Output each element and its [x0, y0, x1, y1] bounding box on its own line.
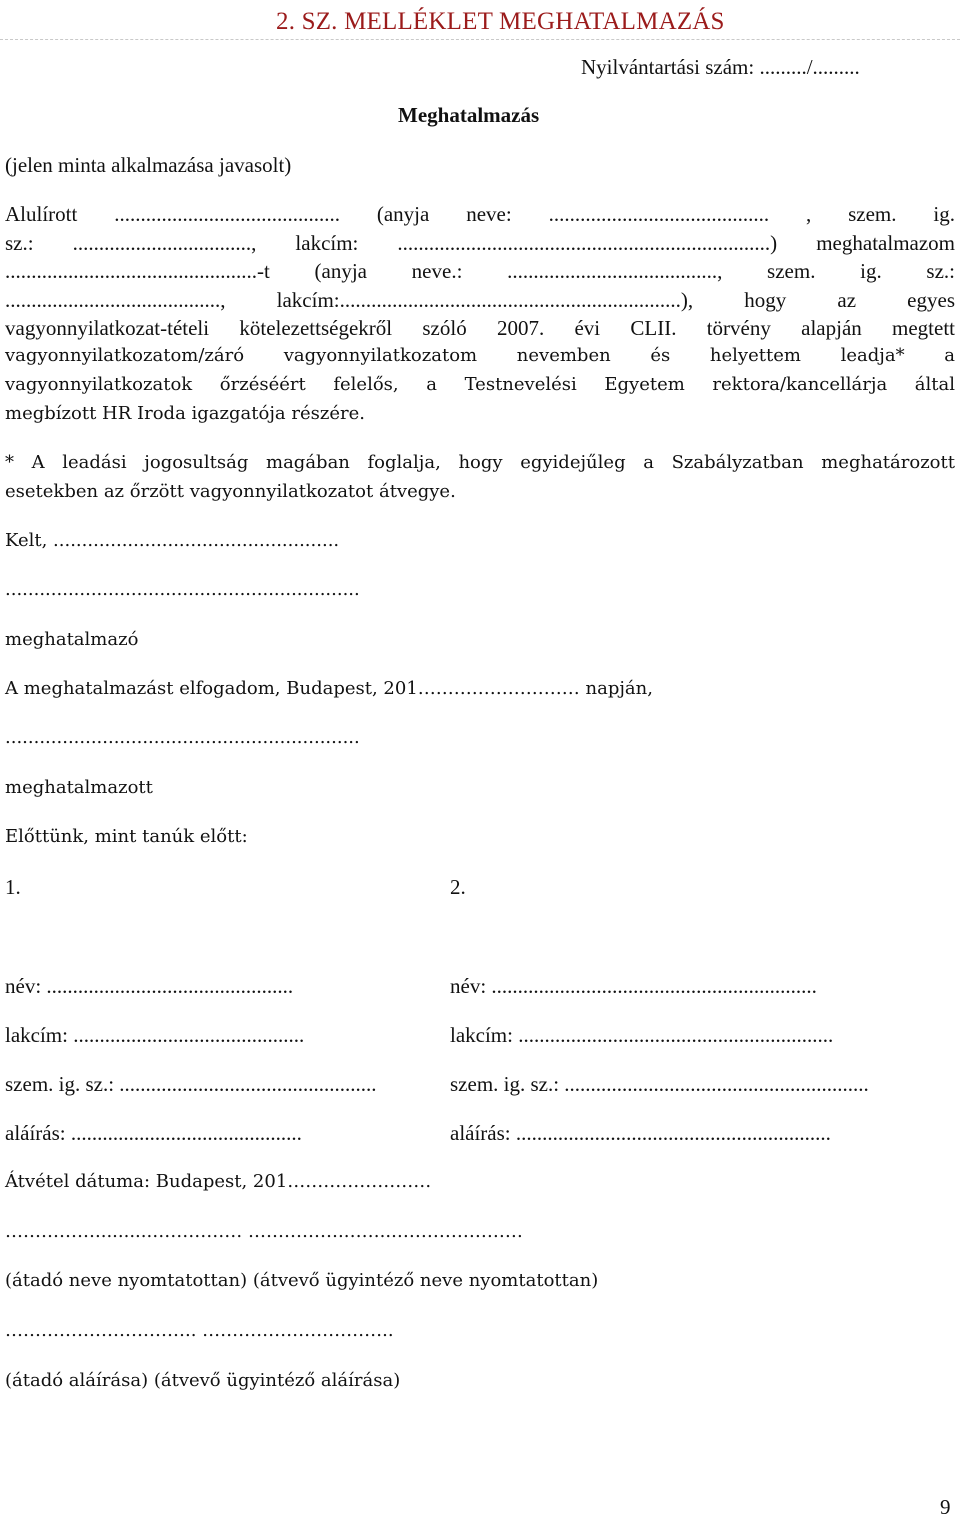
handover-name-dots: ……………..........…………… …………….……...………………… [5, 1221, 523, 1242]
intro-line: vagyonnyilatkozat-tételi kötelezettségekről szóló 2007. évi CLII. törvény alapján megtett [5, 316, 955, 340]
witness-1-signature-field: aláírás: ............................................ [5, 1121, 302, 1145]
witness-2-name-field: név: .............................................................. [450, 974, 817, 998]
principal-label: meghatalmazó [5, 629, 139, 650]
signatures-label: (átadó aláírása) (átvevő ügyintéző aláírása) [5, 1370, 401, 1391]
principal-signature-line: .............................................................. [5, 579, 360, 600]
document-subtitle: (jelen minta alkalmazása javasolt) [5, 153, 292, 177]
footnote-line: esetekben az őrzött vagyonnyilatkozatot átvegye. [5, 481, 456, 502]
registration-number: Nyilvántartási szám: ........./......... [581, 55, 860, 79]
page-number: 9 [940, 1495, 951, 1519]
acceptance-statement: A meghatalmazást elfogadom, Budapest, 201……………………… napján, [5, 678, 653, 699]
witness-2-address-field: lakcím: ............................................................ [450, 1023, 834, 1047]
handover-date: Átvétel dátuma: Budapest, 201…………………… [5, 1171, 432, 1192]
intro-line: Alulírott ........................................... (anyja neve: .......................................... , szem. ig. [5, 202, 955, 226]
header-divider [0, 39, 960, 40]
printed-names-label: (átadó neve nyomtatottan) (átvevő ügyintéző neve nyomtatottan) [5, 1270, 599, 1291]
witness-1-name-field: név: ............................................... [5, 974, 294, 998]
witnesses-intro: Előttünk, mint tanúk előtt: [5, 826, 248, 847]
witness-1-id-field: szem. ig. sz.: ................................................. [5, 1072, 377, 1096]
handover-signature-dots: ………………………….. ………………………….. [5, 1320, 394, 1341]
witness-2-signature-field: aláírás: ............................................................ [450, 1121, 831, 1145]
body-line: vagyonnyilatkozatom/záró vagyonnyilatkozatom nevemben és helyettem leadja* a [5, 345, 955, 366]
footnote-line: * A leadási jogosultság magában foglalja, hogy egyidejűleg a Szabályzatban meghatározott [5, 452, 955, 473]
date-line: Kelt, .................................................. [5, 530, 340, 551]
body-line: megbízott HR Iroda igazgatója részére. [5, 403, 365, 424]
witness-1-address-field: lakcím: ............................................ [5, 1023, 305, 1047]
witness-2-number: 2. [450, 875, 466, 899]
witness-2-id-field: szem. ig. sz.: .......................................................... [450, 1072, 869, 1096]
document-title: Meghatalmazás [398, 103, 540, 127]
intro-line: sz.: .................................., lakcím: .......................................................................) meghatalmazom [5, 231, 955, 255]
witness-1-number: 1. [5, 875, 21, 899]
intro-line: ................................................-t (anyja neve.: ........................................, szem. ig. sz.: [5, 259, 955, 283]
document-header-title: 2. SZ. MELLÉKLET MEGHATALMAZÁS [276, 8, 725, 35]
agent-signature-line: .............................................................. [5, 727, 360, 748]
body-line: vagyonnyilatkozatok őrzéséért felelős, a Testnevelési Egyetem rektora/kancellárja által [5, 374, 955, 395]
intro-line: ........................................., lakcím:.................................................................), hogy az egyes [5, 288, 955, 312]
agent-label: meghatalmazott [5, 777, 153, 798]
